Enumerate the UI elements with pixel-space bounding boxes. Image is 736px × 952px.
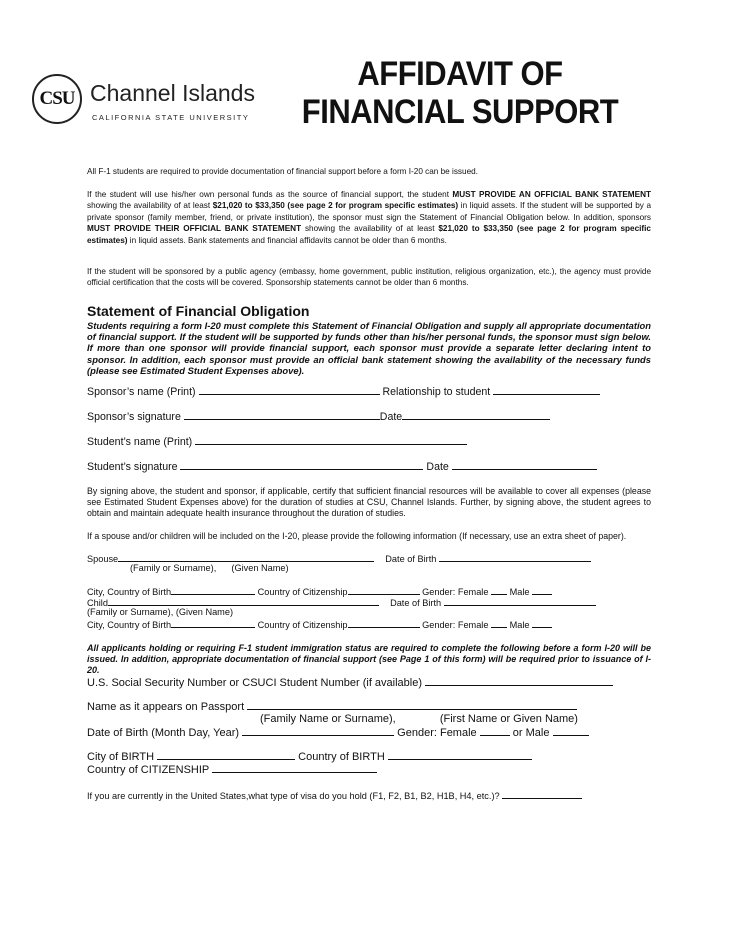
spouse-name-hint: (Family or Surname), (Given Name) — [130, 563, 289, 573]
spouse-birth-field[interactable] — [171, 585, 255, 595]
visa-row: If you are currently in the United States,what type of visa do you hold (F1, F2, B1, B2, H1B, H4, etc.)? — [87, 789, 582, 801]
sponsor-name-row — [87, 385, 600, 398]
student-name-label: Student’s name (Print) — [87, 436, 193, 448]
child-row: Child Date of Birth — [87, 596, 596, 608]
passport-name-field[interactable] — [247, 700, 577, 710]
paragraph-2: If the student will use his/her own personal funds as the source of financial support, the student MUST PROVIDE AN OFFICIAL BANK STATEMENT showing the availability of at least $21,020 to $33,350 (see page 2 for program specific estimates) in liquid assets. If the student will be supported by a private sponsor (family member, friend, or private institution), the sponsor must sign the Statement of Financial Obligation below. In addition, sponsors MUST PROVIDE THEIR OFFICIAL BANK STATEMENT showing the availability of at least $21,020 to $33,350 (see page 2 for program specific estimates) in liquid assets. Bank statements and financial affidavits cannot be older than 6 months. — [87, 190, 651, 245]
paragraph-1: All F-1 students are required to provide documentation of financial support before a form I-20 can be issued. — [87, 167, 478, 176]
dob-row: Date of Birth (Month Day, Year) Gender: Female or Male — [87, 726, 589, 739]
csu-logo-mark — [32, 74, 82, 124]
male-field[interactable] — [553, 726, 589, 736]
sponsor-signature-field[interactable] — [184, 410, 380, 420]
paragraph-3: If the student will be sponsored by a public agency (embassy, home government, public institution, religious organization, etc.), the agency must provide official certification that the costs will be covered. Sponsorship statements cannot be older than 6 months. — [87, 267, 651, 288]
child-label: Child — [87, 598, 108, 608]
student-date-field[interactable] — [452, 460, 597, 470]
title-line-1: AFFIDAVIT OF — [357, 53, 563, 94]
sponsor-name-label: Sponsor’s name (Print) — [87, 386, 196, 398]
statement-intro: Students requiring a form I-20 must complete this Statement of Financial Obligation and supply all appropriate documentation of financial support. If the student will be supported by funds other than his/her personal funds, the sponsor must sign below. If more than one sponsor will provide financial support, each sponsor must provide a separate letter declaring intent to sponsor. In addition, each sponsor must provide an official bank statement showing the availability of the necessary funds (please see Estimated Student Expenses above). — [87, 320, 651, 376]
spouse-birth-row: City, Country of Birth Country of Citizenship Gender: Female Male — [87, 585, 552, 597]
sponsor-date-field[interactable] — [402, 410, 550, 420]
child-birth-field[interactable] — [171, 618, 255, 628]
visa-field[interactable] — [502, 789, 582, 799]
sponsor-signature-row — [87, 410, 550, 423]
child-citizenship-field[interactable] — [348, 618, 420, 628]
dependents-intro: If a spouse and/or children will be included on the I-20, please provide the following information (If necessary, use an extra sheet of paper). — [87, 531, 627, 541]
logo-mark-text: CSU — [39, 88, 75, 109]
spouse-male-field[interactable] — [532, 585, 552, 595]
child-dob-field[interactable] — [444, 596, 596, 606]
child-male-field[interactable] — [532, 618, 552, 628]
logo-subtitle: CALIFORNIA STATE UNIVERSITY — [92, 113, 250, 122]
logo-name: Channel Islands — [90, 80, 255, 106]
relationship-label: Relationship to student — [382, 386, 491, 398]
sponsor-name-field[interactable] — [199, 385, 380, 395]
applicants-notice: All applicants holding or requiring F-1 student immigration status are required to complete the following before a form I-20 will be issued. In addition, appropriate documentation of financial support (see Page 1 of this form) will be required prior to issuance of I-20. — [87, 643, 651, 675]
sponsor-signature-label: Sponsor’s signature — [87, 411, 181, 423]
spouse-dob-label: Date of Birth — [385, 554, 437, 564]
certification-text: By signing above, the student and sponsor, if applicable, certify that sufficient financial resources will be available to cover all expenses (please see Estimated Student Expenses above) for the duration of studies at CSU, Channel Islands. Further, by signing above, the student agrees to obtain and maintain adequate health insurance throughout the duration of studies. — [87, 486, 651, 518]
spouse-dob-field[interactable] — [439, 552, 591, 562]
city-birth-field[interactable] — [157, 750, 295, 760]
student-signature-label: Student’s signature — [87, 461, 178, 473]
passport-row: Name as it appears on Passport — [87, 700, 577, 713]
spouse-name-field[interactable] — [118, 552, 374, 562]
section-heading: Statement of Financial Obligation — [87, 303, 310, 319]
relationship-field[interactable] — [493, 385, 600, 395]
child-birth-row: City, Country of Birth Country of Citizenship Gender: Female Male — [87, 618, 552, 630]
student-name-field[interactable] — [195, 435, 467, 445]
spouse-label: Spouse — [87, 554, 119, 564]
child-female-field[interactable] — [491, 618, 507, 628]
child-name-field[interactable] — [108, 596, 379, 606]
date-label-2: Date — [426, 461, 449, 473]
country-birth-field[interactable] — [388, 750, 532, 760]
country-citizenship-field[interactable] — [212, 763, 377, 773]
passport-name-hint: (Family Name or Surname), (First Name or Given Name) — [260, 713, 578, 725]
female-field[interactable] — [480, 726, 510, 736]
citizenship-row: Country of CITIZENSHIP — [87, 763, 377, 776]
dob-field[interactable] — [242, 726, 394, 736]
birth-row: City of BIRTH Country of BIRTH — [87, 750, 532, 763]
date-label: Date — [379, 411, 403, 423]
student-signature-field[interactable] — [180, 460, 423, 470]
spouse-female-field[interactable] — [491, 585, 507, 595]
student-signature-row — [87, 460, 597, 473]
title-line-2: FINANCIAL SUPPORT — [301, 91, 619, 132]
student-name-row — [87, 435, 467, 448]
ssn-row: U.S. Social Security Number or CSUCI Student Number (if available) — [87, 676, 613, 689]
spouse-citizenship-field[interactable] — [348, 585, 420, 595]
ssn-field[interactable] — [425, 676, 613, 686]
child-name-hint: (Family or Surname), (Given Name) — [87, 607, 234, 617]
